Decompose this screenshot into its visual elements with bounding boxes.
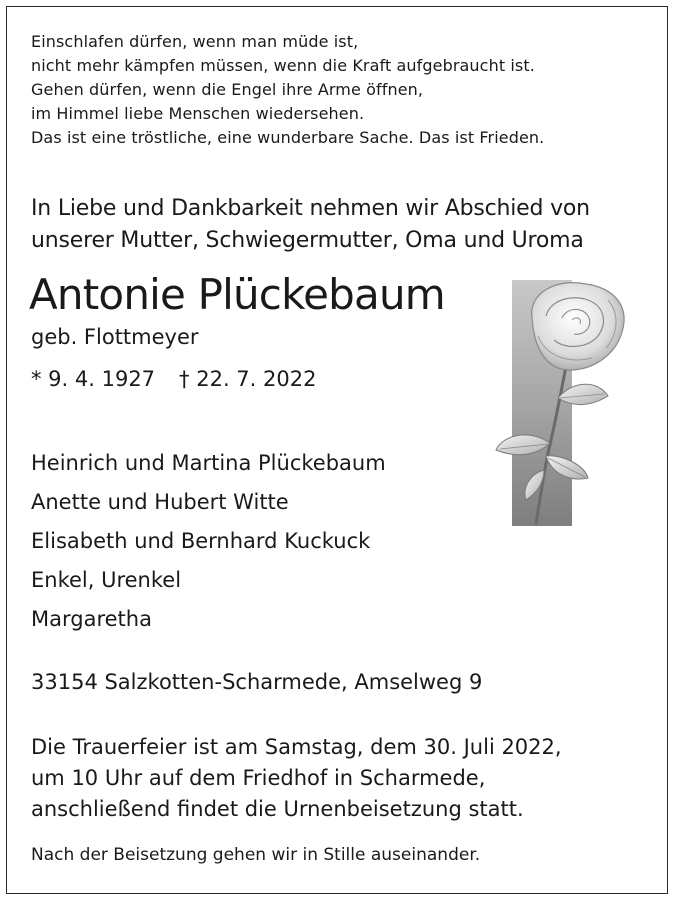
mourner-entry: Anette und Hubert Witte [31,490,289,514]
poem-line: Einschlafen dürfen, wenn man müde ist, [31,32,359,51]
life-dates [31,364,316,394]
mourner-entry: Margaretha [31,607,152,631]
mourner-entry: Enkel, Urenkel [31,568,182,592]
poem-line: nicht mehr kämpfen müssen, wenn die Kraft aufgebraucht ist. [31,56,535,75]
service-line: Die Trauerfeier ist am Samstag, dem 30. Juli 2022, [31,735,562,759]
birth-name: geb. Flottmeyer [31,325,199,349]
rose-icon [488,278,660,528]
intro-line: unserer Mutter, Schwiegermutter, Oma und Uroma [31,228,584,253]
family-address: 33154 Salzkotten-Scharmede, Amselweg 9 [31,670,483,694]
poem [31,30,544,150]
service-line: um 10 Uhr auf dem Friedhof in Scharmede, [31,766,486,790]
funeral-service-info [31,732,562,825]
intro-text [31,193,590,257]
deceased-name: Antonie Plückebaum [29,270,445,319]
mourner-entry: Heinrich und Martina Plückebaum [31,451,386,475]
closing-note: Nach der Beisetzung gehen wir in Stille auseinander. [31,845,481,865]
poem-line: Gehen dürfen, wenn die Engel ihre Arme öffnen, [31,80,424,99]
birth-date: * 9. 4. 1927 [31,367,156,391]
death-date: † 22. 7. 2022 [179,367,317,391]
poem-line: Das ist eine tröstliche, eine wunderbare Sache. Das ist Frieden. [31,128,545,147]
service-line: anschließend findet die Urnenbeisetzung statt. [31,797,524,821]
mourner-entry: Elisabeth und Bernhard Kuckuck [31,529,371,553]
intro-line: In Liebe und Dankbarkeit nehmen wir Abschied von [31,196,590,221]
mourners-list [31,444,386,639]
poem-line: im Himmel liebe Menschen wiedersehen. [31,104,365,123]
